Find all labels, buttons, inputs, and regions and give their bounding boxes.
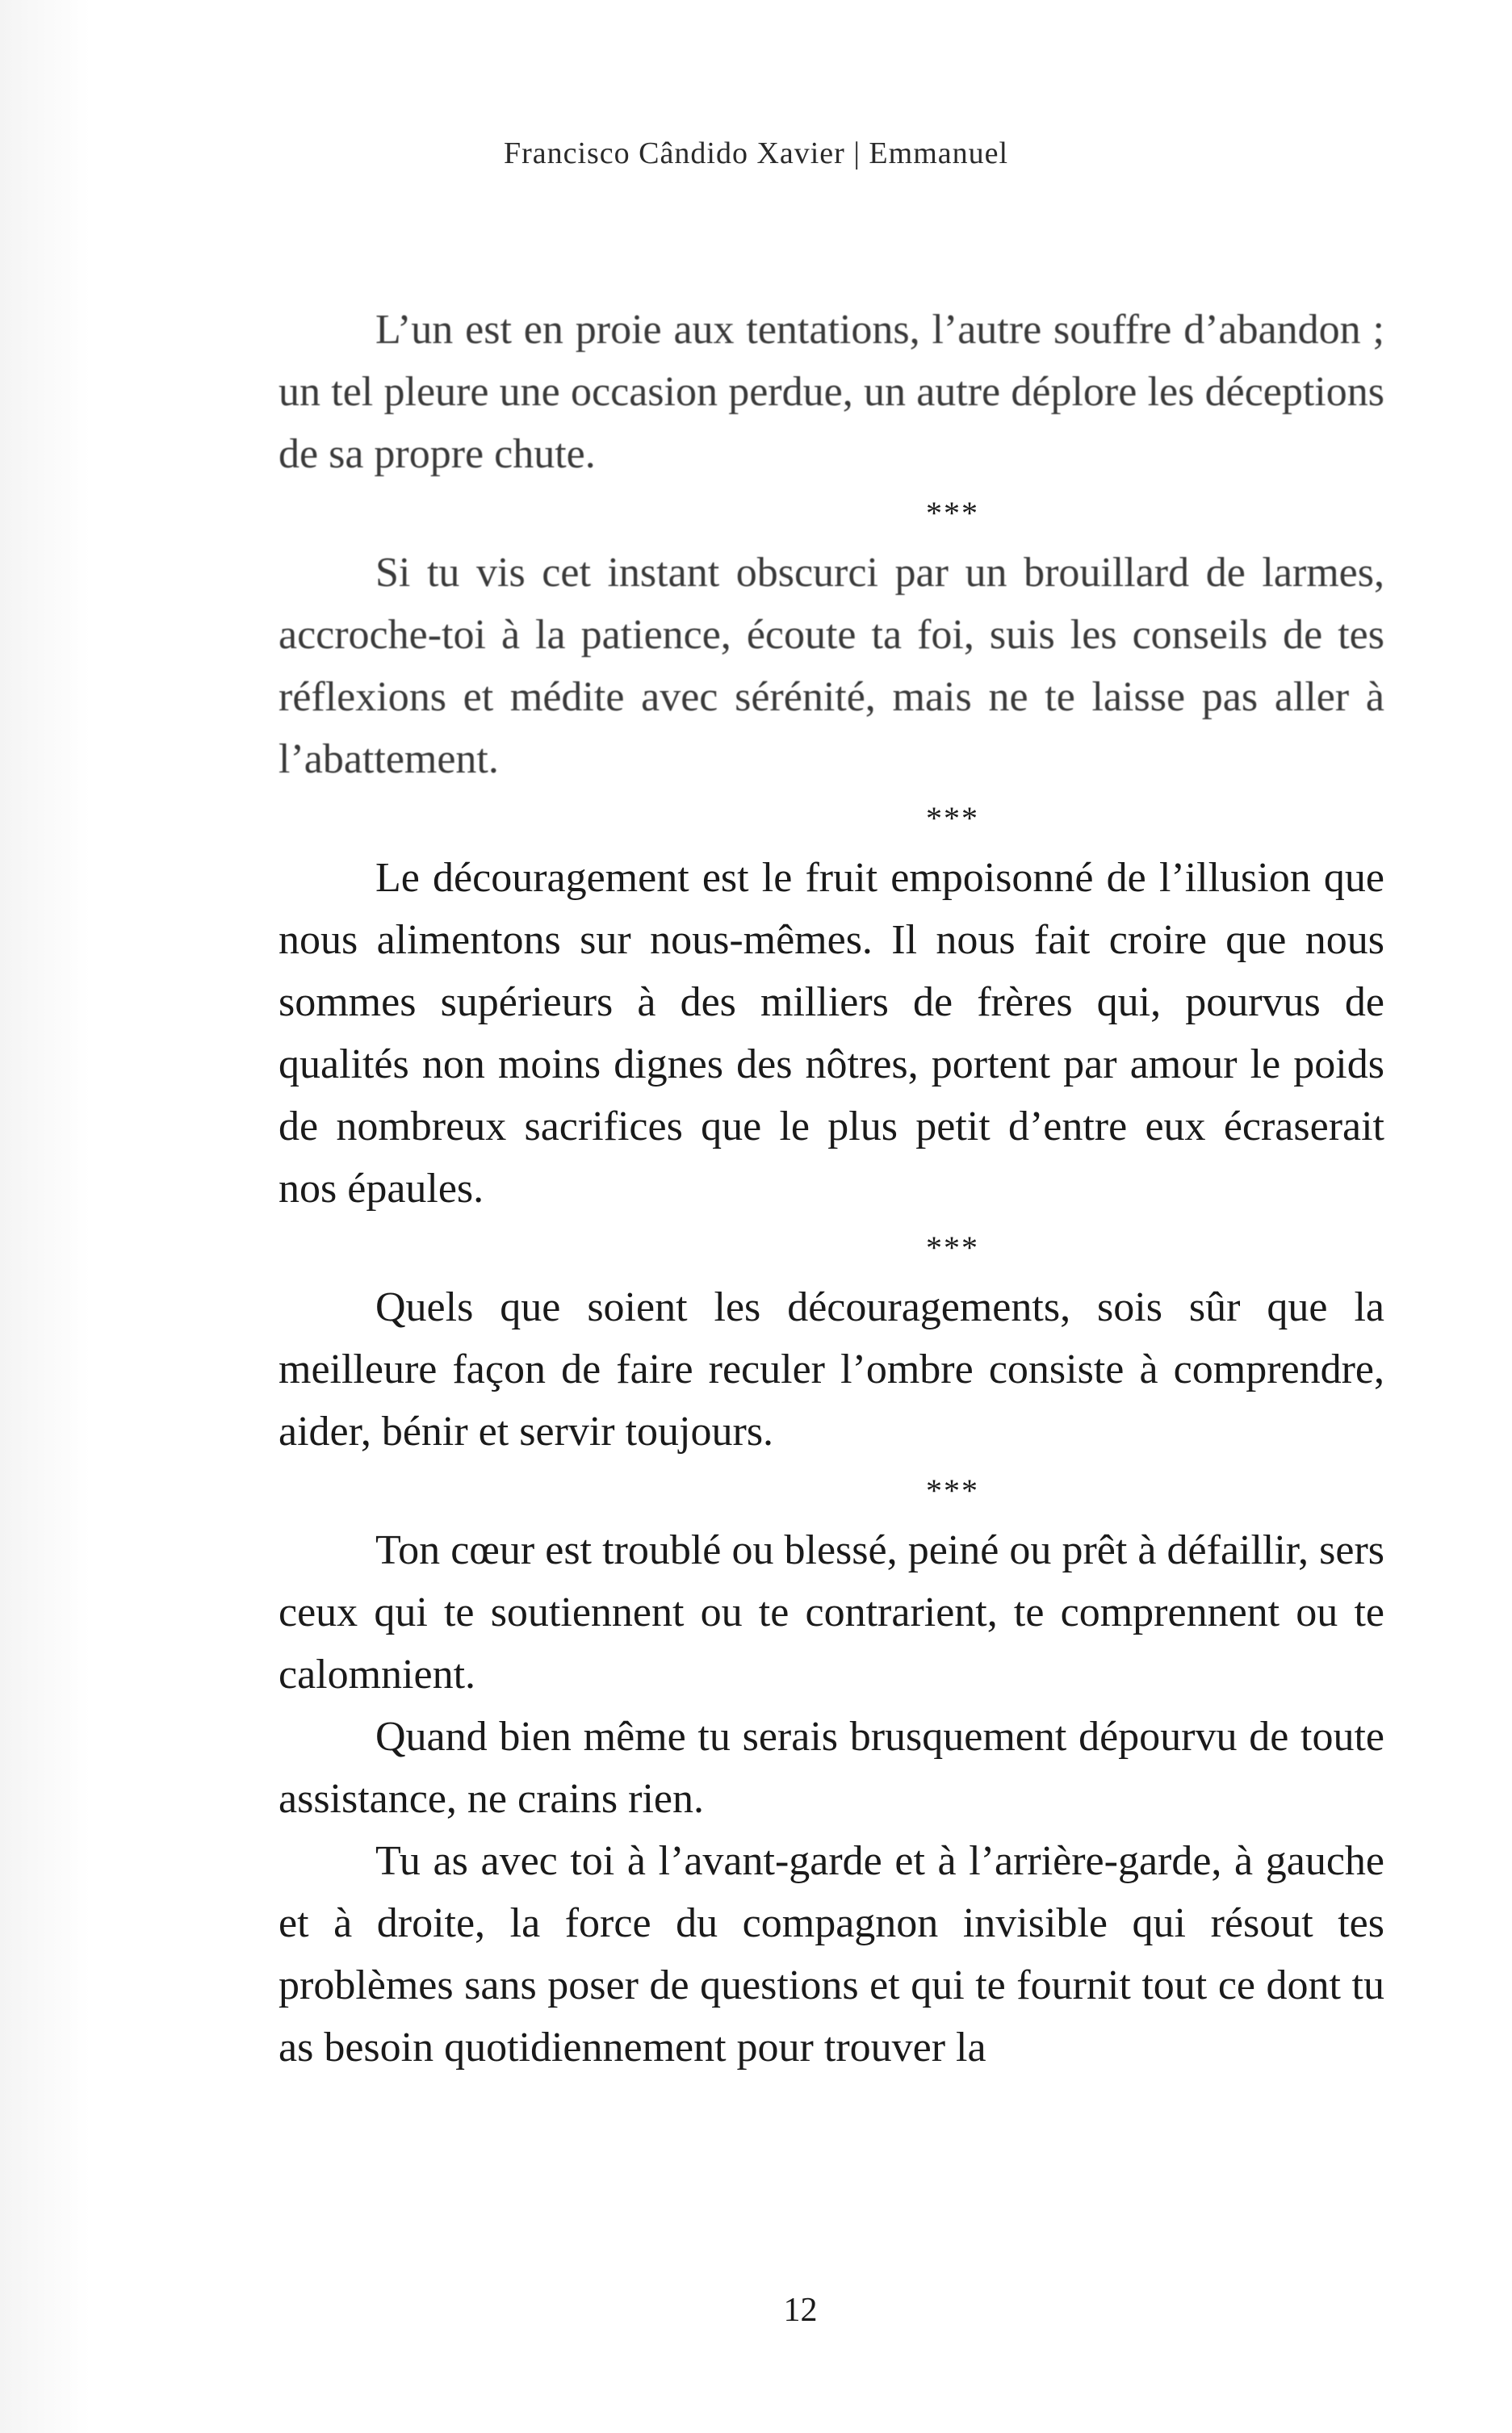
section-separator-2: *** bbox=[926, 800, 979, 836]
section-separator-4: *** bbox=[926, 1472, 979, 1509]
paragraph-1: L’un est en proie aux tentations, l’autre souffre d’abandon ; un tel pleure une occasion perdue, un autre déplore les déceptions de sa propre chute. bbox=[279, 307, 1384, 477]
paragraph-5: Ton cœur est troublé ou blessé, peiné ou prêt à défaillir, sers ceux qui te soutiennent ou te contrarient, te comprennent ou te calomnient. bbox=[279, 1527, 1384, 1698]
page-number: 12 bbox=[783, 2292, 818, 2329]
section-separator-1: *** bbox=[926, 495, 979, 531]
page-body bbox=[279, 299, 1384, 2079]
paragraph-7: Tu as avec toi à l’avant-garde et à l’arrière-garde, à gauche et à droite, la force du compagnon invisible qui résout tes problèmes sans poser de questions et qui te fournit tout ce dont tu as besoin quotidiennement pour trouver la bbox=[279, 1838, 1384, 2071]
running-header: Francisco Cândido Xavier | Emmanuel bbox=[503, 136, 1009, 170]
section-separator-3: *** bbox=[926, 1229, 979, 1266]
paragraph-4: Quels que soient les découragements, sois sûr que la meilleure façon de faire reculer l’ombre consiste à comprendre, aider, bénir et servir toujours. bbox=[279, 1284, 1384, 1455]
paragraph-2: Si tu vis cet instant obscurci par un brouillard de larmes, accroche-toi à la patience, écoute ta foi, suis les conseils de tes réflexions et médite avec sérénité, mais ne te laisse pas aller à l’abattement. bbox=[279, 550, 1384, 782]
paragraph-6: Quand bien même tu serais brusquement dépourvu de toute assistance, ne crains rien. bbox=[279, 1714, 1384, 1822]
paragraph-3: Le découragement est le fruit empoisonné de l’illusion que nous alimentons sur nous-mêmes. Il nous fait croire que nous sommes supérieurs à des milliers de frères qui, pourvus de qualités non moins dignes des nôtres, portent par amour le poids de nombreux sacrifices que le plus petit d’entre eux écraserait nos épaules. bbox=[279, 855, 1384, 1212]
